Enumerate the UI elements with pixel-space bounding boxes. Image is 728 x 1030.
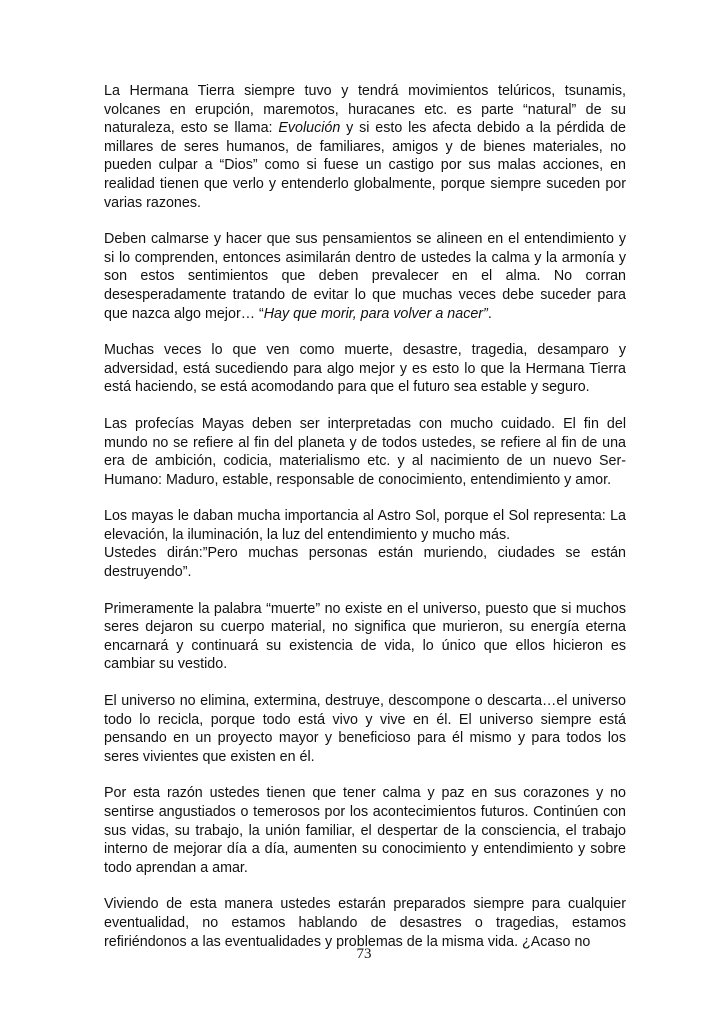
paragraph-5-line-1: Los mayas le daban mucha importancia al Astro Sol, porque el Sol representa: La elevación, la iluminación, la luz del entendimiento y mucho más. <box>104 508 626 543</box>
paragraph-1: La Hermana Tierra siempre tuvo y tendrá movimientos telúricos, tsunamis, volcanes en erupción, maremotos, huracanes etc. es parte “natural” de su naturaleza, esto se llama: Evolución y si esto les afecta debido a la pérdida de millares de seres humanos, de familiares, amigos y de bienes materiales, no pueden culpar a “Dios” como si fuese un castigo por sus malas acciones, en realidad tienen que verlo y entenderlo globalmente, porque siempre suceden por varias razones. <box>104 83 626 211</box>
paragraph-3: Muchas veces lo que ven como muerte, desastre, tragedia, desamparo y adversidad, está sucediendo para algo mejor y es esto lo que la Hermana Tierra está haciendo, se está acomodando para que el futuro sea estable y seguro. <box>104 342 626 396</box>
italic-term: Evolución <box>278 120 341 137</box>
body-text <box>104 82 626 969</box>
paragraph-9: Viviendo de esta manera ustedes estarán preparados siempre para cualquier eventualidad, no estamos hablando de desastres o tragedias, estamos refiriéndonos a las eventualidades y problemas de la misma vida. ¿Acaso no <box>104 896 626 950</box>
page-number: 73 <box>356 946 372 962</box>
paragraph-7: El universo no elimina, extermina, destruye, descompone o descarta…el universo todo lo recicla, porque todo está vivo y vive en él. El universo siempre está pensando en un proyecto mayor y beneficioso para él mismo y para todos los seres vivientes que existen en él. <box>104 693 626 765</box>
paragraph-8: Por esta razón ustedes tienen que tener calma y paz en sus corazones y no sentirse angustiados o temerosos por los acontecimientos futuros. Continúen con sus vidas, su trabajo, la unión familiar, el despertar de la consciencia, el trabajo interno de mejorar día a día, aumenten su conocimiento y entendimiento y sobre todo aprendan a amar. <box>104 785 626 876</box>
italic-quote: Hay que morir, para volver a nacer” <box>263 305 488 322</box>
paragraph-5-line-2: Ustedes dirán:”Pero muchas personas están muriendo, ciudades se están destruyendo”. <box>104 545 626 581</box>
paragraph-2: Deben calmarse y hacer que sus pensamientos se alineen en el entendimiento y si lo comprenden, entonces asimilarán dentro de ustedes la calma y la armonía y son estos sentimientos que deben prevalecer en el alma. No corran desesperadamente tratando de evitar lo que muchas veces debe suceder para que nazca algo mejor… “Hay que morir, para volver a nacer”. <box>104 231 626 322</box>
paragraph-5 <box>104 507 626 581</box>
paragraph-6: Primeramente la palabra “muerte” no existe en el universo, puesto que si muchos seres dejaron su cuerpo material, no significa que murieron, su energía eterna encarnará y continuará su existencia de vida, lo único que ellos hicieron es cambiar su vestido. <box>104 600 626 673</box>
paragraph-4: Las profecías Mayas deben ser interpretadas con mucho cuidado. El fin del mundo no se refiere al fin del planeta y de todos ustedes, se refiere al fin de una era de ambición, codicia, materialismo etc. y al nacimiento de un nuevo Ser-Humano: Maduro, estable, responsable de conocimiento, entendimiento y amor. <box>104 415 626 488</box>
